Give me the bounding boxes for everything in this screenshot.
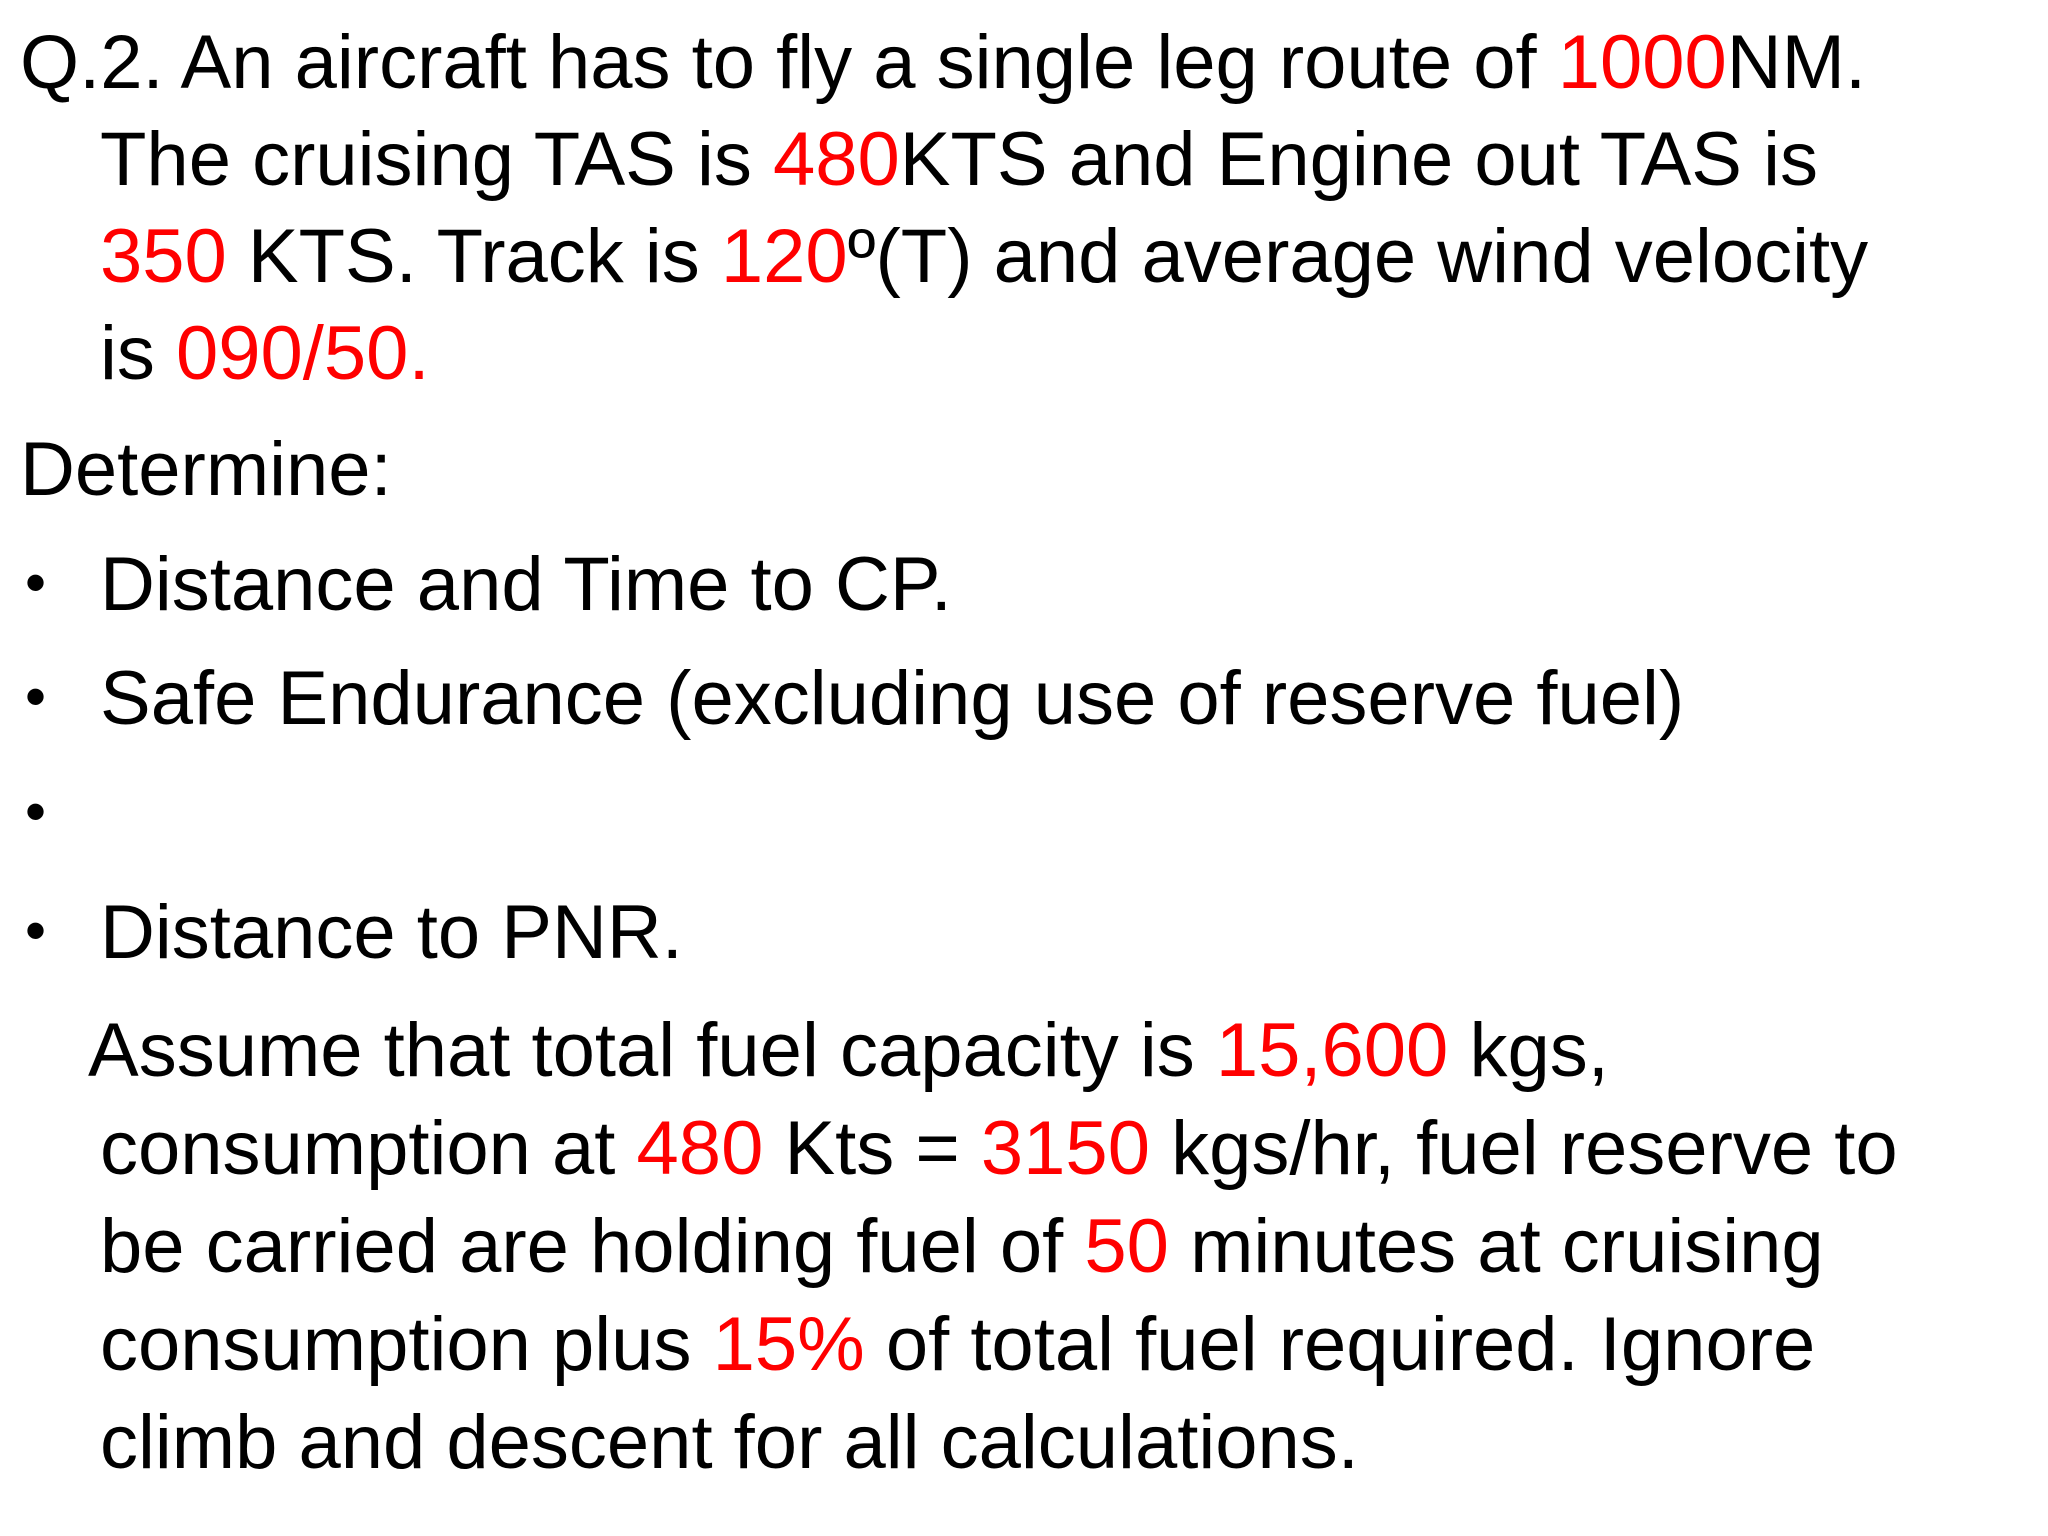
assumption-text: Kts = [763,1106,981,1191]
question-line-1 [20,20,1867,105]
fuel-capacity-value: 15,600 [1215,1008,1449,1093]
question-text: The cruising TAS is [100,117,773,202]
reserve-percent-value: 15% [712,1302,865,1387]
consumption-speed-value: 480 [636,1106,764,1191]
assumption-text: consumption at [100,1106,637,1191]
question-text: Q.2. An aircraft has to fly a single leg route of [20,20,1558,105]
assumption-text: consumption plus [100,1302,713,1387]
bullet-icon: • [25,897,47,964]
holding-minutes-value: 50 [1084,1204,1169,1289]
assumption-line-1 [88,1008,1609,1093]
assumption-text: be carried are holding fuel of [100,1204,1085,1289]
assumption-text: kgs, [1448,1008,1609,1093]
assumption-text: climb and descent for all calculations. [100,1400,1359,1485]
assumption-text: kgs/hr, fuel reserve to [1149,1106,1898,1191]
route-distance-value: 1000 [1557,20,1727,105]
bullet-icon: • [25,663,47,730]
bullet-icon: • [25,549,47,616]
assumption-line-4 [100,1302,1816,1387]
question-text: KTS and Engine out TAS is [899,117,1818,202]
consumption-rate-value: 3150 [980,1106,1150,1191]
cruise-tas-value: 480 [772,117,900,202]
assumption-line-5 [100,1400,1359,1485]
bullet-icon: • [25,778,47,845]
wind-velocity-value: 090/50. [176,311,430,396]
question-line-3 [100,214,1869,299]
question-text: º(T) and average wind velocity [847,214,1869,299]
question-text: KTS. Track is [226,214,721,299]
assumption-line-2 [100,1106,1898,1191]
bullet-item-4: Distance to PNR. [100,890,683,975]
assumption-line-3 [100,1204,1824,1289]
engine-out-tas-value: 350 [100,214,227,299]
determine-label: Determine: [20,427,392,512]
bullet-item-2: Safe Endurance (excluding use of reserve fuel) [100,656,1685,741]
assumption-text: minutes at cruising [1168,1204,1824,1289]
assumption-text: of total fuel required. Ignore [864,1302,1816,1387]
assumption-text: Assume that total fuel capacity is [88,1008,1216,1093]
track-value: 120 [720,214,848,299]
question-text: is [100,311,176,396]
question-line-4 [100,311,430,396]
question-text: NM. [1726,20,1867,105]
question-line-2 [100,117,1818,202]
bullet-item-1: Distance and Time to CP. [100,542,952,627]
